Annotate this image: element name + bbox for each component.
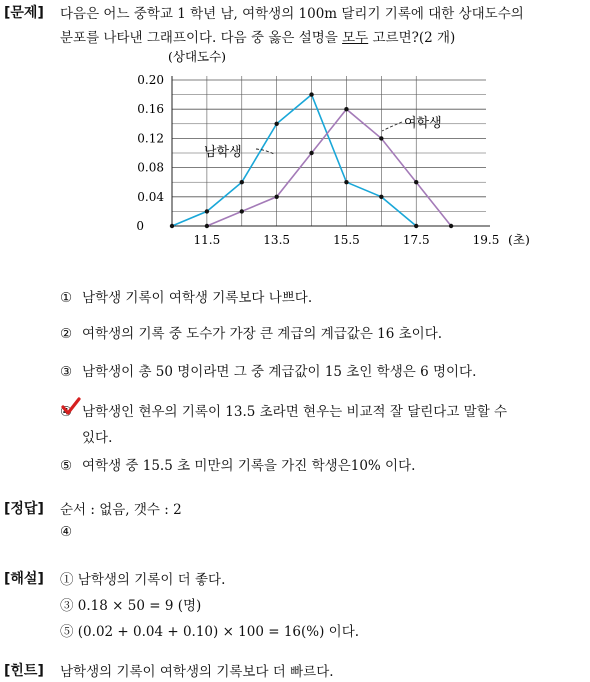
x-tick-label-1: 13.5 bbox=[263, 233, 291, 247]
checkmark-icon bbox=[60, 396, 82, 418]
option-4-text: 남학생인 현우의 기록이 13.5 초라면 현우는 비교적 잘 달린다고 말할 수 bbox=[82, 404, 508, 420]
question-line-1: 다음은 어느 중학교 1 학년 남, 여학생의 100m 달리기 기록에 대한 상대도수의 bbox=[60, 6, 524, 22]
series-0-point-1 bbox=[205, 209, 209, 213]
series-1-point-3 bbox=[309, 151, 313, 155]
series-0-point-2 bbox=[240, 180, 244, 184]
option-4[interactable] bbox=[60, 400, 507, 420]
option-1[interactable] bbox=[60, 286, 312, 306]
series-1-point-7 bbox=[449, 224, 453, 228]
option-4-number: ④ bbox=[60, 404, 73, 420]
y-tick-label-5: 0.20 bbox=[137, 73, 164, 87]
option-1-number: ① bbox=[60, 290, 73, 306]
series-0-point-7 bbox=[414, 224, 418, 228]
question-line-2: 분포를 나타낸 그래프이다. 다음 중 옳은 설명을 모두 고르면?(2 개) bbox=[60, 30, 456, 46]
x-tick-label-0: 11.5 bbox=[193, 233, 221, 247]
option-3[interactable] bbox=[60, 360, 476, 380]
series-0-point-6 bbox=[379, 195, 383, 199]
option-3-text: 남학생이 총 50 명이라면 그 중 계급값이 15 초인 학생은 6 명이다. bbox=[82, 364, 477, 380]
y-tick-label-3: 0.12 bbox=[137, 131, 164, 146]
series-1-point-2 bbox=[274, 195, 278, 199]
explanation-tag: [해설] bbox=[4, 571, 44, 587]
x-tick-labels bbox=[194, 233, 500, 247]
series-1-point-5 bbox=[379, 136, 383, 140]
series-0-point-3 bbox=[274, 122, 278, 126]
option-5-number: ⑤ bbox=[60, 458, 73, 474]
option-2-number: ② bbox=[60, 326, 73, 342]
series-1-point-4 bbox=[344, 107, 348, 111]
option-5[interactable] bbox=[60, 454, 415, 474]
series-line-0 bbox=[172, 95, 416, 226]
series-0-point-4 bbox=[309, 92, 313, 96]
series-1-point-6 bbox=[414, 180, 418, 184]
x-tick-label-3: 17.5 bbox=[402, 233, 430, 247]
option-2[interactable] bbox=[60, 322, 442, 342]
y-tick-label-1: 0.04 bbox=[137, 189, 164, 204]
series-label-female: 여학생 bbox=[404, 116, 442, 131]
option-5-text: 여학생 중 15.5 초 미만의 기록을 가진 학생은10% 이다. bbox=[82, 458, 416, 474]
series-0-point-0 bbox=[170, 224, 174, 228]
explanation-line-3: ⑤ (0.02 + 0.04 + 0.10) × 100 = 16(%) 이다. bbox=[60, 624, 360, 640]
option-1-text: 남학생 기록이 여학생 기록보다 나쁘다. bbox=[82, 290, 313, 306]
series-label-male: 남학생 bbox=[204, 145, 242, 160]
series-1-point-0 bbox=[205, 224, 209, 228]
explanation-line-1: ① 남학생의 기록이 더 좋다. bbox=[60, 572, 226, 588]
hint-tag: [힌트] bbox=[4, 663, 44, 679]
y-tick-labels bbox=[136, 73, 164, 233]
x-axis-label: (초) bbox=[508, 232, 530, 247]
y-tick-label-4: 0.16 bbox=[137, 102, 164, 117]
answer-tag: [정답] bbox=[4, 501, 44, 517]
explanation-line-2: ③ 0.18 × 50 = 9 (명) bbox=[60, 598, 202, 614]
answer-line-2: ④ bbox=[60, 524, 73, 540]
y-tick-label-2: 0.08 bbox=[137, 160, 164, 175]
x-tick-label-4: 19.5 bbox=[472, 233, 500, 247]
question-tag: [문제] bbox=[4, 5, 44, 21]
hint-text: 남학생의 기록이 여학생의 기록보다 더 빠르다. bbox=[60, 664, 334, 680]
y-tick-label-0: 0 bbox=[136, 219, 144, 233]
series-0-point-5 bbox=[344, 180, 348, 184]
series-1-point-1 bbox=[240, 209, 244, 213]
option-3-number: ③ bbox=[60, 364, 73, 380]
emphasis-all: 모두 bbox=[342, 30, 369, 46]
option-2-text: 여학생의 기록 중 도수가 가장 큰 계급의 계급값은 16 초이다. bbox=[82, 326, 443, 342]
y-axis-label: (상대도수) bbox=[168, 49, 227, 64]
answer-line-1: 순서 : 없음, 갯수 : 2 bbox=[60, 502, 182, 518]
relative-frequency-chart bbox=[120, 46, 530, 250]
option-4-text-continued: 있다. bbox=[82, 430, 113, 446]
leader-line-female bbox=[382, 122, 402, 131]
x-tick-label-2: 15.5 bbox=[333, 233, 360, 247]
